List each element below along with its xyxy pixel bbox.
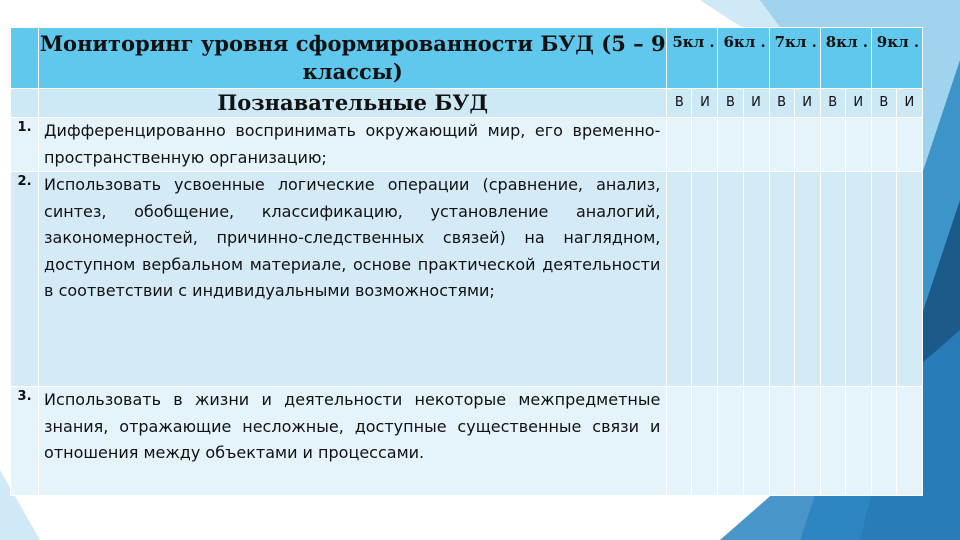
monitoring-table — [10, 27, 923, 496]
score-cell — [769, 172, 794, 387]
row-number: 1. — [11, 118, 39, 172]
class-header-5: 5кл . — [667, 28, 718, 89]
score-cell — [794, 118, 820, 172]
score-cell — [692, 118, 718, 172]
subcol-i-6: И — [743, 89, 769, 118]
score-cell — [845, 118, 871, 172]
class-header-8: 8кл . — [820, 28, 871, 89]
score-cell — [667, 118, 692, 172]
table-title: Мониторинг уровня сформированности БУД (5 – 9 классы) — [39, 28, 667, 89]
subcol-v-7: В — [769, 89, 794, 118]
subcol-v-9: В — [871, 89, 896, 118]
score-cell — [794, 172, 820, 387]
score-cell — [871, 387, 896, 496]
row-text: Дифференцированно воспринимать окружающий мир, его временно-пространственную организацию; — [39, 118, 667, 172]
subheader-row — [11, 89, 923, 118]
score-cell — [871, 118, 896, 172]
score-cell — [820, 387, 845, 496]
score-cell — [896, 172, 922, 387]
row-number: 3. — [11, 387, 39, 496]
subcol-v-6: В — [718, 89, 743, 118]
score-cell — [667, 387, 692, 496]
subcol-i-7: И — [794, 89, 820, 118]
score-cell — [718, 387, 743, 496]
score-cell — [692, 387, 718, 496]
score-cell — [743, 172, 769, 387]
score-cell — [769, 118, 794, 172]
table-row — [11, 172, 923, 387]
row-text: Использовать в жизни и деятельности некоторые межпредметные знания, отражающие несложные, доступные существенные связи и отношения между объектами и процессами. — [39, 387, 667, 496]
score-cell — [845, 172, 871, 387]
subcol-v-8: В — [820, 89, 845, 118]
score-cell — [820, 118, 845, 172]
subcol-i-5: И — [692, 89, 718, 118]
row-number: 2. — [11, 172, 39, 387]
score-cell — [743, 387, 769, 496]
header-corner-cell — [11, 28, 39, 89]
subcol-i-8: И — [845, 89, 871, 118]
score-cell — [896, 118, 922, 172]
score-cell — [820, 172, 845, 387]
table-row — [11, 387, 923, 496]
score-cell — [718, 172, 743, 387]
score-cell — [769, 387, 794, 496]
score-cell — [896, 387, 922, 496]
row-text: Использовать усвоенные логические операции (сравнение, анализ, синтез, обобщение, классификацию, установление аналогий, закономерностей, причинно-следственных связей) на наглядном, доступном вербальном материале, основе практической деятельности в соответствии с индивидуальными возможностями; — [39, 172, 667, 387]
class-header-7: 7кл . — [769, 28, 820, 89]
score-cell — [692, 172, 718, 387]
subheader-corner-cell — [11, 89, 39, 118]
subcol-i-9: И — [896, 89, 922, 118]
score-cell — [871, 172, 896, 387]
subcol-v-5: В — [667, 89, 692, 118]
header-row — [11, 28, 923, 89]
class-header-9: 9кл . — [871, 28, 922, 89]
score-cell — [794, 387, 820, 496]
table-row — [11, 118, 923, 172]
class-header-6: 6кл . — [718, 28, 769, 89]
score-cell — [667, 172, 692, 387]
score-cell — [845, 387, 871, 496]
score-cell — [743, 118, 769, 172]
score-cell — [718, 118, 743, 172]
section-title: Познавательные БУД — [39, 89, 667, 118]
